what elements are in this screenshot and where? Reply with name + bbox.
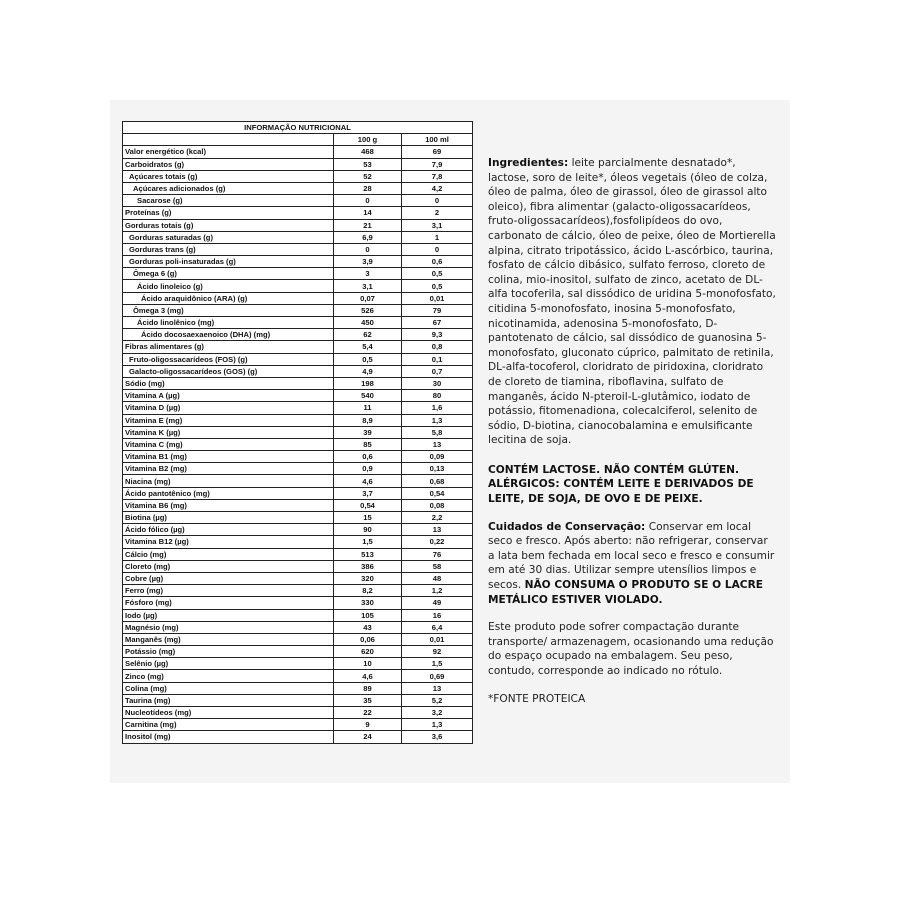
header-100ml: 100 ml	[402, 134, 473, 146]
value-100g: 0,06	[334, 633, 402, 645]
value-100g: 6,9	[334, 231, 402, 243]
nutrient-name: Açúcares adicionados (g)	[123, 182, 334, 194]
table-row	[123, 609, 473, 621]
nutrient-name: Vitamina D (µg)	[123, 402, 334, 414]
value-100g: 90	[334, 524, 402, 536]
table-row	[123, 536, 473, 548]
nutrient-name: Ácido linoleico (g)	[123, 280, 334, 292]
table-row	[123, 451, 473, 463]
table-row	[123, 414, 473, 426]
nutrient-name: Vitamina B1 (mg)	[123, 451, 334, 463]
nutrient-name: Açúcares totais (g)	[123, 170, 334, 182]
table-row	[123, 585, 473, 597]
nutrient-name: Gorduras saturadas (g)	[123, 231, 334, 243]
table-row	[123, 243, 473, 255]
value-100ml: 92	[402, 646, 473, 658]
value-100g: 450	[334, 317, 402, 329]
nutrient-name: Taurina (mg)	[123, 694, 334, 706]
value-100ml: 7,8	[402, 170, 473, 182]
nutrient-name: Ômega 6 (g)	[123, 268, 334, 280]
value-100ml: 48	[402, 572, 473, 584]
nutrient-name: Nucleotídeos (mg)	[123, 707, 334, 719]
table-row	[123, 170, 473, 182]
table-row	[123, 219, 473, 231]
table-title: INFORMAÇÃO NUTRICIONAL	[123, 122, 473, 134]
value-100g: 513	[334, 548, 402, 560]
value-100ml: 0,5	[402, 268, 473, 280]
nutrient-name: Valor energético (kcal)	[123, 146, 334, 158]
value-100ml: 0,68	[402, 475, 473, 487]
value-100ml: 1,5	[402, 658, 473, 670]
value-100ml: 79	[402, 304, 473, 316]
value-100ml: 13	[402, 438, 473, 450]
table-row	[123, 256, 473, 268]
value-100ml: 3,1	[402, 219, 473, 231]
table-row	[123, 597, 473, 609]
value-100g: 386	[334, 560, 402, 572]
table-row	[123, 487, 473, 499]
value-100g: 85	[334, 438, 402, 450]
value-100ml: 1,3	[402, 414, 473, 426]
table-row	[123, 329, 473, 341]
nutrient-name: Ácido docosaexaenoico (DHA) (mg)	[123, 329, 334, 341]
value-100g: 0	[334, 195, 402, 207]
nutrient-name: Ferro (mg)	[123, 585, 334, 597]
table-row	[123, 633, 473, 645]
value-100ml: 0,08	[402, 499, 473, 511]
table-row	[123, 707, 473, 719]
value-100g: 526	[334, 304, 402, 316]
nutrient-name: Ácido fólico (µg)	[123, 524, 334, 536]
nutrient-name: Gorduras totais (g)	[123, 219, 334, 231]
nutrient-name: Vitamina B6 (mg)	[123, 499, 334, 511]
table-row	[123, 146, 473, 158]
nutrient-name: Vitamina A (µg)	[123, 390, 334, 402]
value-100ml: 58	[402, 560, 473, 572]
nutrient-name: Carnitina (mg)	[123, 719, 334, 731]
value-100g: 0,07	[334, 292, 402, 304]
table-row	[123, 304, 473, 316]
value-100ml: 9,3	[402, 329, 473, 341]
nutrient-name: Cloreto (mg)	[123, 560, 334, 572]
nutrient-name: Vitamina B12 (µg)	[123, 536, 334, 548]
table-row	[123, 694, 473, 706]
value-100ml: 49	[402, 597, 473, 609]
nutrient-name: Selênio (µg)	[123, 658, 334, 670]
table-row	[123, 207, 473, 219]
value-100ml: 1,3	[402, 719, 473, 731]
value-100ml: 13	[402, 524, 473, 536]
allergens-text: CONTÉM LACTOSE. NÃO CONTÉM GLÚTEN. ALÉRGICOS: CONTÉM LEITE E DERIVADOS DE LEITE, DE SOJA, DE OVO E DE PEIXE.	[488, 463, 754, 506]
value-100g: 22	[334, 707, 402, 719]
compaction-paragraph: Este produto pode sofrer compactação durante transporte/ armazenagem, ocasionando uma redução do espaço ocupado na embalagem. Seu peso, contudo, corresponde ao indicado no rótulo.	[488, 621, 774, 677]
table-row	[123, 195, 473, 207]
value-100g: 3,9	[334, 256, 402, 268]
value-100g: 320	[334, 572, 402, 584]
ingredients-label: Ingredientes:	[488, 157, 569, 169]
header-100g: 100 g	[334, 134, 402, 146]
value-100ml: 0,22	[402, 536, 473, 548]
nutrient-name: Cobre (µg)	[123, 572, 334, 584]
nutrient-name: Carboidratos (g)	[123, 158, 334, 170]
value-100ml: 1,6	[402, 402, 473, 414]
nutrient-name: Ácido linolênico (mg)	[123, 317, 334, 329]
nutrient-name: Vitamina E (mg)	[123, 414, 334, 426]
value-100g: 10	[334, 658, 402, 670]
value-100ml: 69	[402, 146, 473, 158]
nutrient-name: Biotina (µg)	[123, 512, 334, 524]
value-100g: 43	[334, 621, 402, 633]
value-100g: 620	[334, 646, 402, 658]
table-row	[123, 463, 473, 475]
nutrient-name: Sacarose (g)	[123, 195, 334, 207]
value-100ml: 1	[402, 231, 473, 243]
value-100g: 35	[334, 694, 402, 706]
table-row	[123, 365, 473, 377]
value-100g: 4,6	[334, 475, 402, 487]
value-100ml: 30	[402, 377, 473, 389]
value-100g: 9	[334, 719, 402, 731]
value-100ml: 67	[402, 317, 473, 329]
value-100g: 14	[334, 207, 402, 219]
value-100ml: 2	[402, 207, 473, 219]
nutrient-name: Proteínas (g)	[123, 207, 334, 219]
value-100ml: 2,2	[402, 512, 473, 524]
table-row	[123, 621, 473, 633]
value-100g: 5,4	[334, 341, 402, 353]
nutrient-name: Ácido araquidônico (ARA) (g)	[123, 292, 334, 304]
value-100ml: 4,2	[402, 182, 473, 194]
nutrition-table	[122, 121, 473, 744]
value-100ml: 0	[402, 195, 473, 207]
value-100g: 0,5	[334, 353, 402, 365]
table-row	[123, 731, 473, 743]
value-100ml: 80	[402, 390, 473, 402]
nutrient-name: Potássio (mg)	[123, 646, 334, 658]
value-100ml: 0,54	[402, 487, 473, 499]
care-warning: NÃO CONSUMA O PRODUTO SE O LACRE METÁLICO ESTIVER VIOLADO.	[488, 579, 763, 606]
value-100ml: 3,2	[402, 707, 473, 719]
value-100ml: 0,5	[402, 280, 473, 292]
table-row	[123, 377, 473, 389]
table-row	[123, 524, 473, 536]
value-100g: 0,6	[334, 451, 402, 463]
care-text: Conservar em local seco e fresco. Após aberto: não refrigerar, conservar a lata bem fechada em local seco e fresco e consumir em até 30 dias. Utilizar sempre utensílios limpos e secos.	[488, 520, 775, 592]
nutrient-name: Ácido pantotênico (mg)	[123, 487, 334, 499]
nutrient-name: Iodo (µg)	[123, 609, 334, 621]
value-100ml: 13	[402, 682, 473, 694]
table-row	[123, 719, 473, 731]
value-100g: 105	[334, 609, 402, 621]
value-100ml: 0,69	[402, 670, 473, 682]
value-100ml: 5,8	[402, 426, 473, 438]
nutrition-table-body	[123, 146, 473, 743]
table-row	[123, 231, 473, 243]
value-100ml: 16	[402, 609, 473, 621]
value-100g: 39	[334, 426, 402, 438]
value-100g: 0	[334, 243, 402, 255]
care-label: Cuidados de Conservação:	[488, 520, 646, 533]
header-nutrient	[123, 134, 334, 146]
care-paragraph	[488, 520, 776, 608]
value-100ml: 5,2	[402, 694, 473, 706]
table-row	[123, 158, 473, 170]
table-row	[123, 499, 473, 511]
table-row	[123, 682, 473, 694]
value-100g: 53	[334, 158, 402, 170]
allergens-paragraph	[488, 463, 776, 507]
value-100g: 468	[334, 146, 402, 158]
nutrient-name: Manganês (mg)	[123, 633, 334, 645]
nutrient-name: Fruto-oligossacarídeos (FOS) (g)	[123, 353, 334, 365]
value-100ml: 1,2	[402, 585, 473, 597]
value-100g: 3,7	[334, 487, 402, 499]
value-100ml: 0,7	[402, 365, 473, 377]
value-100g: 540	[334, 390, 402, 402]
value-100ml: 3,6	[402, 731, 473, 743]
value-100ml: 0,01	[402, 292, 473, 304]
value-100ml: 0,09	[402, 451, 473, 463]
table-row	[123, 341, 473, 353]
nutrient-name: Sódio (mg)	[123, 377, 334, 389]
ingredients-paragraph	[488, 156, 776, 448]
table-row	[123, 475, 473, 487]
value-100g: 15	[334, 512, 402, 524]
nutrient-name: Vitamina C (mg)	[123, 438, 334, 450]
table-row	[123, 317, 473, 329]
table-row	[123, 292, 473, 304]
table-row	[123, 268, 473, 280]
value-100g: 8,2	[334, 585, 402, 597]
value-100ml: 0	[402, 243, 473, 255]
nutrient-name: Colina (mg)	[123, 682, 334, 694]
nutrient-name: Vitamina K (µg)	[123, 426, 334, 438]
table-row	[123, 390, 473, 402]
value-100ml: 0,1	[402, 353, 473, 365]
value-100g: 62	[334, 329, 402, 341]
table-row	[123, 658, 473, 670]
value-100g: 28	[334, 182, 402, 194]
table-row	[123, 426, 473, 438]
table-row	[123, 512, 473, 524]
nutrient-name: Fibras alimentares (g)	[123, 341, 334, 353]
table-row	[123, 548, 473, 560]
value-100ml: 7,9	[402, 158, 473, 170]
nutrient-name: Galacto-oligossacarídeos (GOS) (g)	[123, 365, 334, 377]
nutrient-name: Zinco (mg)	[123, 670, 334, 682]
value-100g: 52	[334, 170, 402, 182]
value-100g: 0,54	[334, 499, 402, 511]
table-row	[123, 572, 473, 584]
value-100g: 4,6	[334, 670, 402, 682]
table-row	[123, 438, 473, 450]
footnote: *FONTE PROTEICA	[488, 692, 586, 705]
value-100g: 3,1	[334, 280, 402, 292]
nutrient-name: Gorduras trans (g)	[123, 243, 334, 255]
value-100g: 89	[334, 682, 402, 694]
table-row	[123, 670, 473, 682]
nutrient-name: Niacina (mg)	[123, 475, 334, 487]
value-100ml: 0,13	[402, 463, 473, 475]
nutrient-name: Inositol (mg)	[123, 731, 334, 743]
value-100ml: 0,8	[402, 341, 473, 353]
table-row	[123, 353, 473, 365]
table-row	[123, 280, 473, 292]
value-100ml: 0,01	[402, 633, 473, 645]
value-100g: 11	[334, 402, 402, 414]
value-100g: 24	[334, 731, 402, 743]
value-100g: 4,9	[334, 365, 402, 377]
table-row	[123, 560, 473, 572]
table-row	[123, 182, 473, 194]
nutrient-name: Ômega 3 (mg)	[123, 304, 334, 316]
value-100ml: 0,6	[402, 256, 473, 268]
value-100g: 8,9	[334, 414, 402, 426]
value-100g: 21	[334, 219, 402, 231]
value-100g: 1,5	[334, 536, 402, 548]
nutrient-name: Cálcio (mg)	[123, 548, 334, 560]
value-100g: 330	[334, 597, 402, 609]
value-100ml: 6,4	[402, 621, 473, 633]
label-text-column	[488, 156, 776, 706]
value-100ml: 76	[402, 548, 473, 560]
value-100g: 198	[334, 377, 402, 389]
nutrient-name: Fósforo (mg)	[123, 597, 334, 609]
ingredients-text: leite parcialmente desnatado*, lactose, soro de leite*, óleos vegetais (óleo de colza, óleo de palma, óleo de girassol, óleo de girassol alto oleico), fibra alimentar (galacto-oligossacarídeos, fruto-oligossacarídeos),fosfolipídeos do ovo, carbonato de cálcio, óleo de peixe, óleo de Mortierella alpina, citrato tripotássico, ácido L-ascórbico, taurina, fosfato de cálcio dibásico, sulfato ferroso, cloreto de colina, mio-inositol, sulfato de zinco, acetato de DL-alfa tocoferila, sal dissódico de uridina 5-monofosfato, citidina 5-monofosfato, inosina 5-monofosfato, nicotinamida, adenosina 5-monofosfato, D-pantotenato de cálcio, sal dissódico de guanosina 5-monofosfato, gluconato cúprico, palmitato de retinila, DL-alfa-tocoferol, cloridrato de piridoxina, cloridrato de cloreto de tiamina, riboflavina, sulfato de manganês, ácido N-pteroil-L-glutâmico, iodato de potássio, fitomenadiona, colecalciferol, selenito de sódio, D-biotina, cianocobalamina e emulsificante lecitina de soja.	[488, 157, 776, 447]
table-row	[123, 402, 473, 414]
nutrient-name: Vitamina B2 (mg)	[123, 463, 334, 475]
nutrient-name: Magnésio (mg)	[123, 621, 334, 633]
nutrient-name: Gorduras poli-insaturadas (g)	[123, 256, 334, 268]
value-100g: 3	[334, 268, 402, 280]
table-row	[123, 646, 473, 658]
value-100g: 0,9	[334, 463, 402, 475]
